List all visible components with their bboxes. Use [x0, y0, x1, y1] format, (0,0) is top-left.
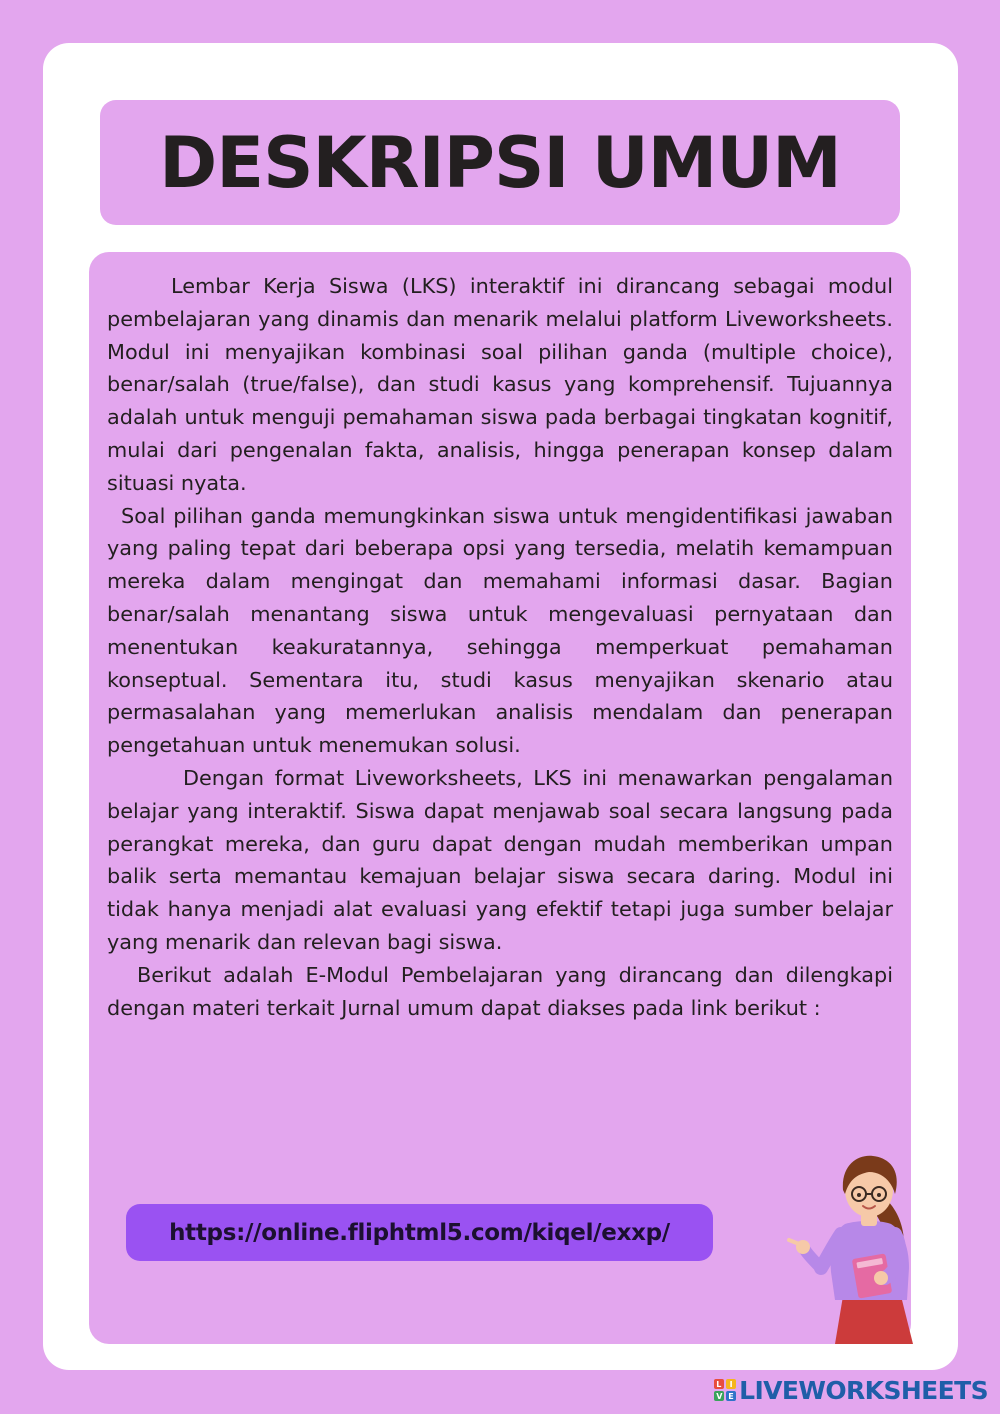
paragraph-intro: Lembar Kerja Siswa (LKS) interaktif ini dirancang sebagai modul pembelajaran yang dinamis dan menarik melalui platform Liveworksheets. Modul ini menyajikan kombinasi soal pilihan ganda (multiple choice), benar/salah (true/false), dan studi kasus yang komprehensif. Tujuannya adalah untuk menguji pemahaman siswa pada berbagai tingkatan kognitif, mulai dari pengenalan fakta, analisis, hingga penerapan konsep dalam situasi nyata. [107, 274, 893, 495]
description-text [107, 270, 893, 1024]
title-banner [100, 100, 900, 225]
brand-name: LIVEWORKSHEETS [739, 1375, 988, 1405]
logo-letter-e: E [728, 1392, 734, 1401]
paragraph-multiple-choice: Soal pilihan ganda memungkinkan siswa untuk mengidentifikasi jawaban yang paling tepat dari beberapa opsi yang tersedia, melatih kemampuan mereka dalam mengingat dan memahami informasi dasar. Bagian benar/salah menantang siswa untuk mengevaluasi pernyataan dan menentukan keakuratannya, sehingga memperkuat pemahaman konseptual. Sementara itu, studi kasus menyajikan skenario atau permasalahan yang memerlukan analisis mendalam dan penerapan pengetahuan untuk menemukan solusi. [107, 503, 893, 758]
paragraph-liveworksheets-format: Dengan format Liveworksheets, LKS ini menawarkan pengalaman belajar yang interaktif. Siswa dapat menjawab soal secara langsung pada perangkat mereka, dan guru dapat dengan mudah memberikan umpan balik serta memantau kemajuan belajar siswa secara daring. Modul ini tidak hanya menjadi alat evaluasi yang efektif tetapi juga sumber belajar yang menarik dan relevan bagi siswa. [107, 765, 893, 954]
emodule-link[interactable]: https://online.fliphtml5.com/kiqel/exxp/ [169, 1219, 670, 1246]
page-title: DESKRIPSI UMUM [159, 121, 841, 204]
logo-letter-i: I [729, 1380, 733, 1390]
link-pill[interactable] [126, 1204, 713, 1261]
brand-footer[interactable] [714, 1375, 988, 1405]
paragraph-emodule-link-intro: Berikut adalah E-Modul Pembelajaran yang dirancang dan dilengkapi dengan materi terkait Jurnal umum dapat diakses pada link berikut : [107, 962, 893, 1020]
logo-letter-l: L [716, 1380, 722, 1390]
description-panel [89, 252, 911, 1344]
logo-letter-v: V [716, 1392, 723, 1401]
teacher-illustration [709, 1150, 919, 1344]
liveworksheets-logo-icon [714, 1379, 736, 1401]
